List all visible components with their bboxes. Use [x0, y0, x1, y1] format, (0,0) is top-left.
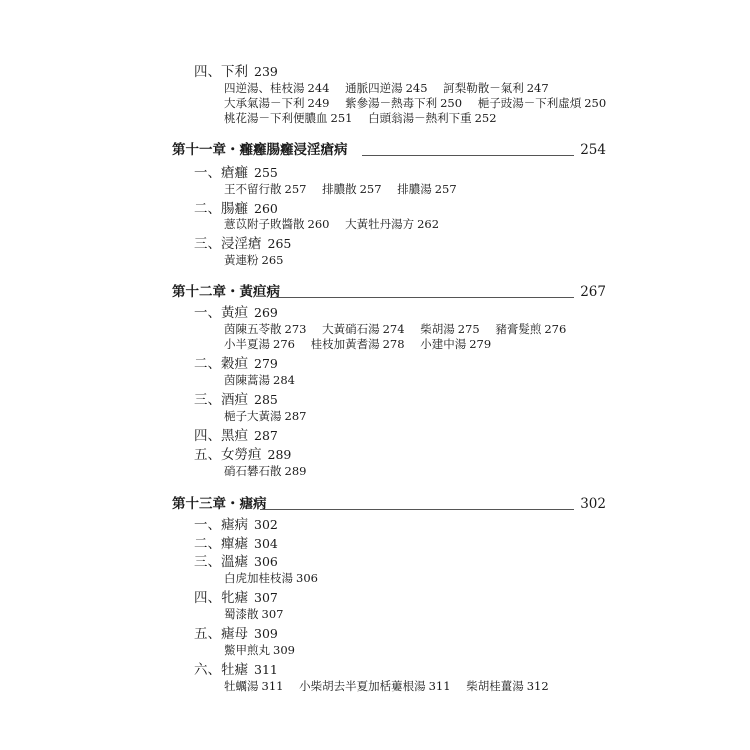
recipe-line	[224, 606, 295, 622]
toc-section	[194, 589, 278, 607]
recipe-line	[224, 372, 307, 388]
recipe-entry	[397, 181, 456, 197]
section-label: 六、牡瘧	[194, 662, 248, 678]
recipe-name: 鱉甲煎丸	[224, 643, 270, 657]
section-label: 四、牝瘧	[194, 590, 248, 606]
recipe-name: 大黃牡丹湯方	[345, 217, 415, 231]
recipe-name: 白虎加桂枝湯	[224, 571, 293, 585]
toc-section	[194, 304, 278, 322]
recipe-name: 豬膏髮煎	[495, 322, 542, 336]
section-page: 239	[254, 64, 278, 79]
recipe-entry	[224, 678, 283, 694]
toc-section	[194, 446, 291, 464]
recipe-page: 244	[307, 81, 330, 95]
recipe-page: 249	[307, 96, 330, 110]
chapter-heading	[172, 282, 606, 302]
recipe-line	[224, 80, 561, 96]
recipe-entry	[345, 95, 462, 111]
recipe-name: 訶梨勒散－氣利	[443, 81, 524, 95]
recipe-name: 排膿湯	[397, 182, 432, 196]
recipe-page: 273	[284, 322, 307, 336]
section-page: 309	[254, 626, 278, 641]
recipe-page: 276	[273, 337, 295, 351]
section-page: 265	[267, 236, 292, 251]
recipe-name: 桃花湯－下利便膿血	[224, 111, 328, 125]
recipe-name: 梔子大黃湯	[224, 409, 282, 423]
recipe-page: 260	[307, 217, 330, 231]
recipe-name: 白頭翁湯－熱利下重	[368, 111, 472, 125]
section-page: 269	[254, 305, 278, 320]
toc-section	[194, 164, 278, 182]
recipe-entry	[224, 606, 283, 622]
section-label: 四、下利	[194, 64, 248, 80]
chapter-heading	[172, 140, 606, 160]
section-label: 一、黃疸	[194, 305, 248, 321]
recipe-name: 梔子豉湯－下利虛煩	[477, 96, 582, 110]
recipe-entry	[224, 80, 329, 96]
chapter-title: 第十三章・瘧病	[172, 496, 267, 512]
recipe-name: 柴胡湯	[420, 322, 455, 336]
recipe-entry	[224, 95, 329, 111]
recipe-page: 276	[544, 322, 567, 336]
recipe-page: 257	[359, 182, 382, 196]
recipe-line	[224, 95, 618, 111]
recipe-page: 265	[261, 253, 284, 267]
recipe-name: 黃連粉	[224, 253, 259, 267]
recipe-name: 牡蠣湯	[224, 679, 259, 693]
recipe-name: 茵陳五苓散	[224, 322, 282, 336]
section-page: 306	[254, 554, 278, 569]
recipe-name: 茵陳蒿湯	[224, 373, 270, 387]
section-label: 三、浸淫瘡	[194, 236, 262, 252]
recipe-page: 274	[382, 322, 405, 336]
recipe-page: 307	[261, 607, 284, 621]
chapter-page: 254	[580, 142, 606, 158]
toc-section	[194, 235, 291, 253]
recipe-line	[224, 181, 469, 197]
recipe-entry	[224, 321, 306, 337]
section-label: 三、溫瘧	[194, 554, 248, 570]
recipe-page: 245	[405, 81, 428, 95]
toc-section	[194, 355, 278, 373]
recipe-entry	[495, 321, 566, 337]
section-label: 二、癉瘧	[194, 536, 248, 552]
recipe-entry	[368, 110, 496, 126]
section-label: 二、穀疸	[194, 356, 248, 372]
section-label: 一、瘡癰	[194, 165, 248, 181]
recipe-entry	[443, 80, 548, 96]
section-page: 255	[254, 165, 278, 180]
recipe-name: 小半夏湯	[224, 337, 270, 351]
recipe-page: 312	[526, 679, 549, 693]
recipe-name: 大承氣湯－下利	[224, 96, 305, 110]
toc-section	[194, 661, 278, 679]
section-page: 304	[254, 536, 278, 551]
recipe-line	[224, 336, 503, 352]
recipe-page: 250	[584, 96, 607, 110]
recipe-name: 大黃硝石湯	[322, 322, 380, 336]
recipe-name: 王不留行散	[224, 182, 282, 196]
recipe-page: 275	[457, 322, 480, 336]
chapter-page: 302	[580, 496, 606, 512]
recipe-name: 紫參湯－熱毒下利	[345, 96, 438, 110]
chapter-heading	[172, 494, 606, 514]
section-page: 289	[267, 447, 292, 462]
section-page: 302	[254, 517, 278, 532]
recipe-name: 通脈四逆湯	[345, 81, 403, 95]
recipe-page: 252	[474, 111, 497, 125]
recipe-line	[224, 463, 318, 479]
recipe-entry	[322, 321, 404, 337]
recipe-page: 250	[440, 96, 463, 110]
recipe-entry	[420, 321, 479, 337]
section-page: 311	[254, 662, 278, 677]
section-page: 285	[254, 392, 278, 407]
recipe-line	[224, 252, 295, 268]
chapter-leader-line	[362, 155, 574, 156]
section-label: 三、酒疸	[194, 392, 248, 408]
recipe-entry	[224, 336, 295, 352]
section-label: 一、瘧病	[194, 517, 248, 533]
recipe-entry	[224, 216, 329, 232]
toc-section	[194, 535, 278, 553]
recipe-entry	[224, 252, 283, 268]
section-label: 四、黑疸	[194, 428, 248, 444]
recipe-line	[224, 678, 561, 694]
recipe-page: 287	[284, 409, 307, 423]
recipe-name: 薏苡附子敗醬散	[224, 217, 305, 231]
section-page: 260	[254, 201, 278, 216]
section-page: 307	[254, 590, 278, 605]
recipe-name: 四逆湯、桂枝湯	[224, 81, 305, 95]
recipe-name: 小柴胡去半夏加栝蔞根湯	[299, 679, 426, 693]
toc-section	[194, 427, 278, 445]
toc-section	[194, 516, 278, 534]
toc-section	[194, 625, 278, 643]
recipe-name: 硝石礬石散	[224, 464, 282, 478]
recipe-page: 262	[417, 217, 440, 231]
recipe-entry	[345, 80, 427, 96]
chapter-page: 267	[580, 284, 606, 300]
recipe-entry	[345, 216, 439, 232]
recipe-page: 279	[469, 337, 492, 351]
recipe-entry	[311, 336, 405, 352]
recipe-line	[224, 642, 307, 658]
recipe-entry	[224, 642, 295, 658]
recipe-page: 247	[526, 81, 549, 95]
recipe-entry	[224, 408, 306, 424]
recipe-name: 柴胡桂薑湯	[466, 679, 524, 693]
recipe-entry	[478, 95, 606, 111]
recipe-page: 284	[273, 373, 295, 387]
recipe-entry	[466, 678, 548, 694]
recipe-line	[224, 408, 318, 424]
section-page: 287	[254, 428, 278, 443]
section-label: 五、瘧母	[194, 626, 248, 642]
recipe-entry	[224, 570, 318, 586]
recipe-name: 小建中湯	[420, 337, 467, 351]
recipe-page: 278	[382, 337, 405, 351]
recipe-entry	[299, 678, 450, 694]
recipe-page: 257	[284, 182, 307, 196]
recipe-entry	[224, 463, 306, 479]
recipe-page: 306	[296, 571, 318, 585]
chapter-title: 第十一章・癰癰腸癰浸淫瘡病	[172, 142, 348, 158]
recipe-line	[224, 110, 509, 126]
recipe-name: 桂枝加黃耆湯	[310, 337, 380, 351]
toc-section	[194, 63, 278, 81]
recipe-page: 309	[273, 643, 295, 657]
recipe-line	[224, 216, 451, 232]
recipe-line	[224, 570, 330, 586]
section-page: 279	[254, 356, 278, 371]
recipe-name: 蜀漆散	[224, 607, 259, 621]
toc-section	[194, 391, 278, 409]
chapter-leader-line	[270, 297, 574, 298]
chapter-title: 第十二章・黃疸病	[172, 284, 280, 300]
chapter-leader-line	[260, 509, 574, 510]
recipe-page: 311	[261, 679, 284, 693]
recipe-entry	[224, 110, 352, 126]
recipe-page: 251	[330, 111, 353, 125]
recipe-entry	[224, 181, 306, 197]
recipe-line	[224, 321, 578, 337]
recipe-name: 排膿散	[322, 182, 357, 196]
section-label: 二、腸癰	[194, 201, 248, 217]
recipe-page: 311	[428, 679, 451, 693]
recipe-entry	[224, 372, 295, 388]
recipe-entry	[420, 336, 491, 352]
recipe-page: 289	[284, 464, 307, 478]
recipe-entry	[322, 181, 381, 197]
section-label: 五、女勞疸	[194, 447, 262, 463]
toc-section	[194, 553, 278, 571]
recipe-page: 257	[434, 182, 457, 196]
